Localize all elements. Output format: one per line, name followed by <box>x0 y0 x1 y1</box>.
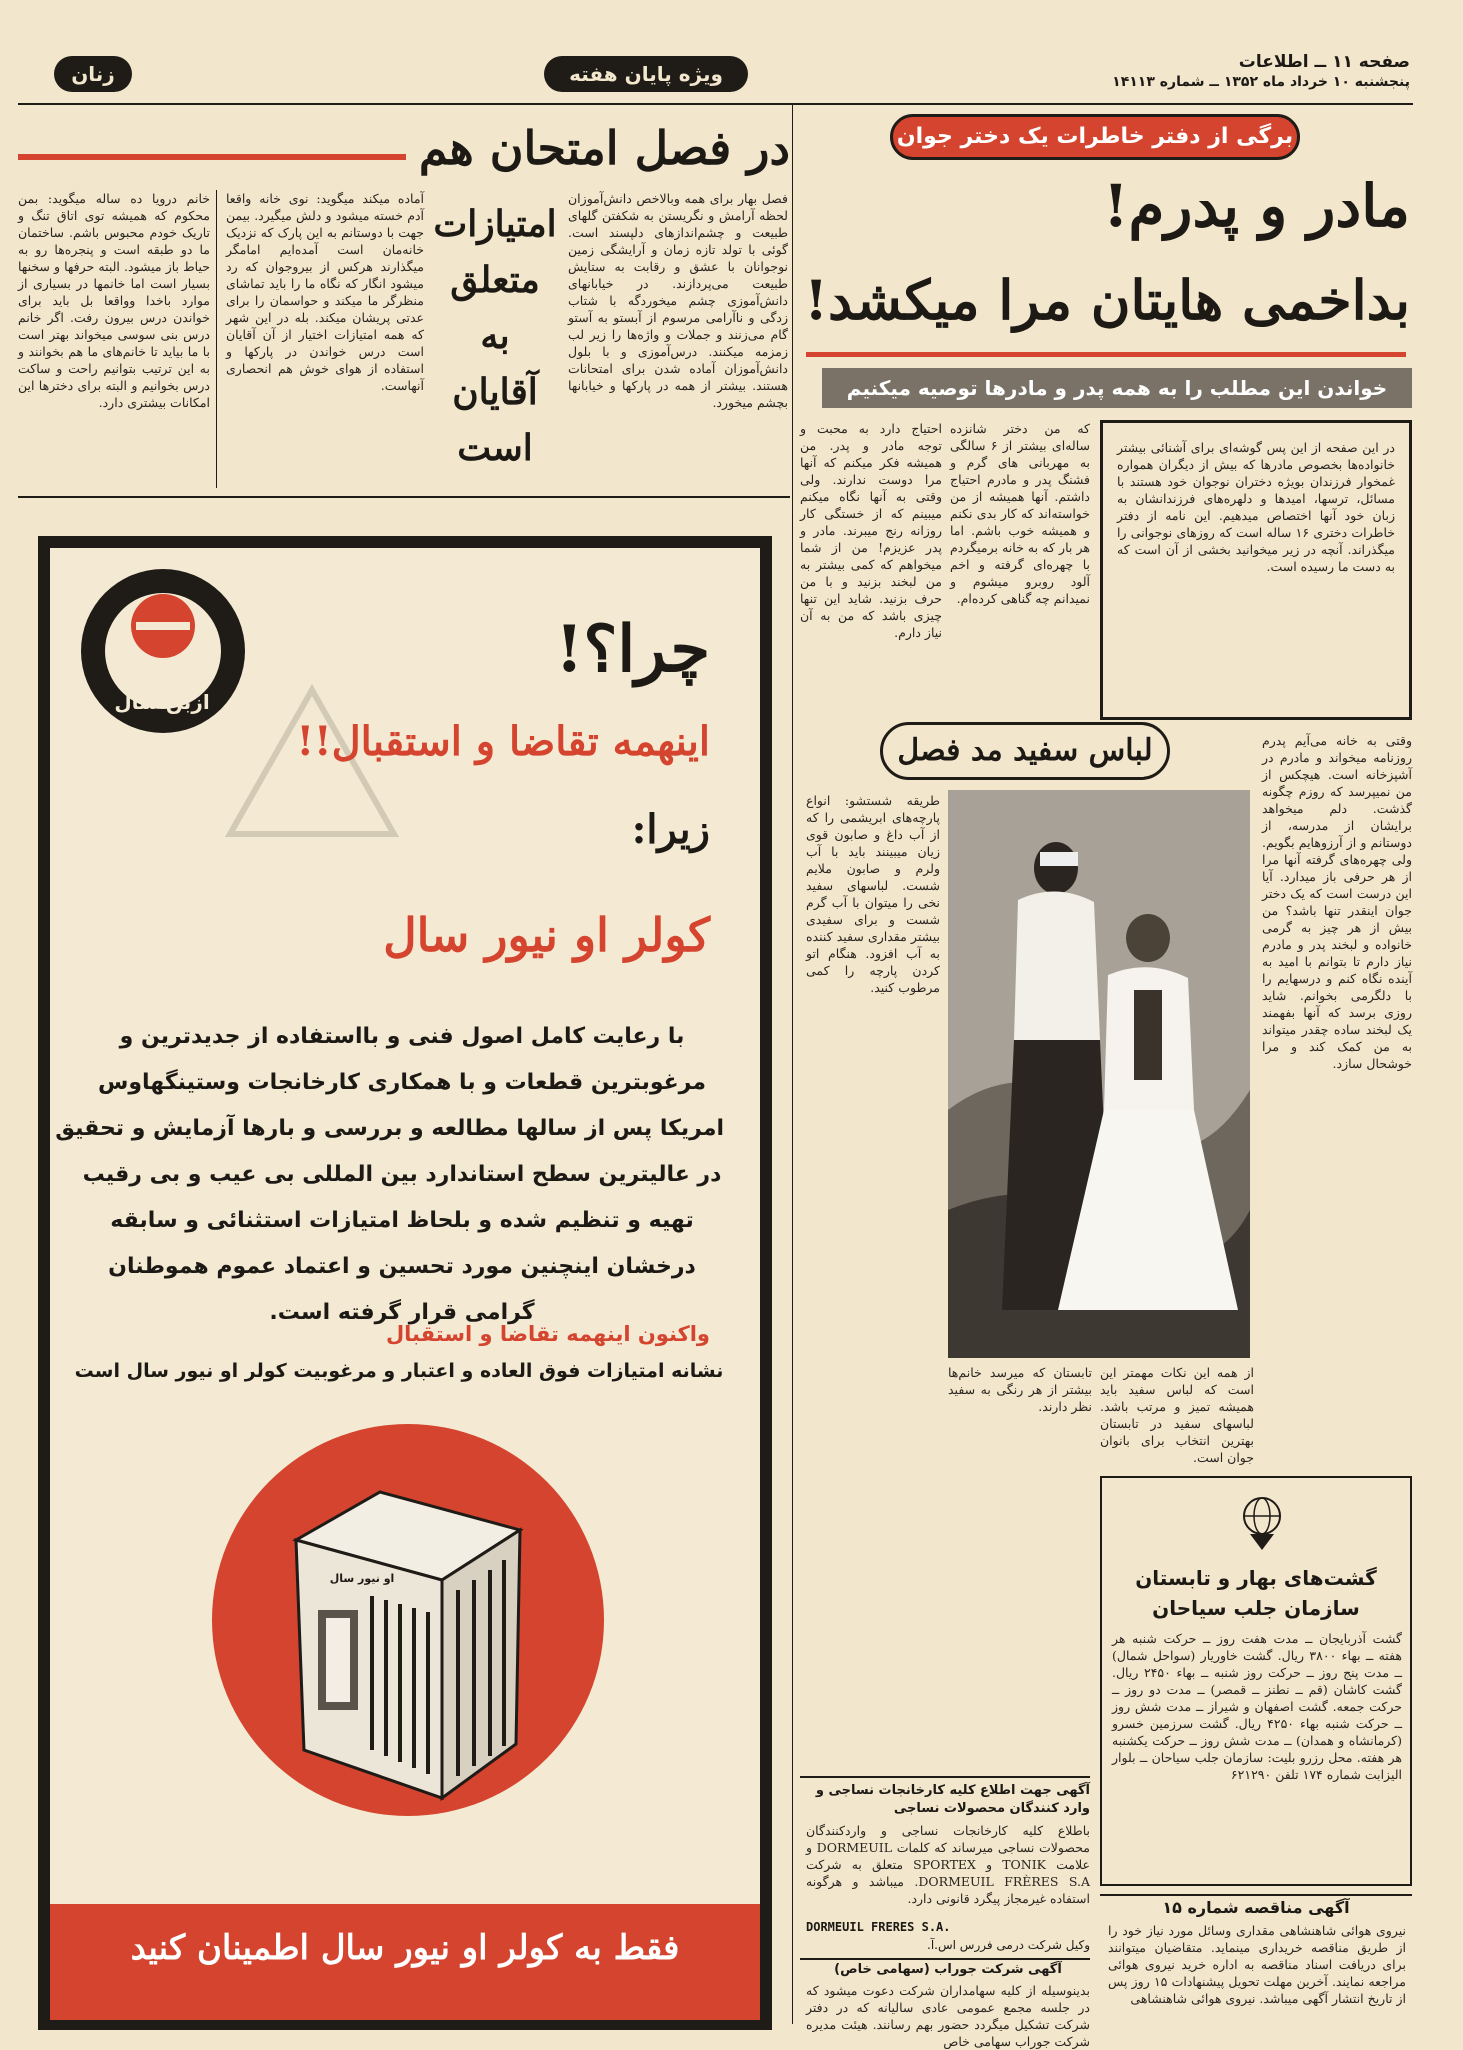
tender-notice-title: آگهی مناقصه شماره ۱۵ <box>1162 1898 1350 1917</box>
jorab-rule-top <box>800 1958 1090 1960</box>
brand-seal-text: ازبن سال <box>114 690 210 714</box>
jorab-notice-body: بدینوسیله از کلیه سهامداران شرکت دعوت میشود که در جلسه مجمع عمومی عادی سالیانه که در دفتر شرکت تشکیل میگردد حضور بهم رسانند. هیئت مدیره شرکت جوراب سهامی خاص <box>806 1983 1090 2049</box>
cooler-body-line-6: درخشان اینچنین مورد تحسین و اعتماد عموم هموطنان <box>108 1254 696 1279</box>
section-label-badge: زنان <box>54 56 132 92</box>
exam-bottom-rule <box>18 496 790 498</box>
dress-col-c: از همه این نکات مهمتر این است که لباس سفید باید همیشه تمیز و مرتب باشد. لباسهای سفید در تابستان بهترین انتخاب برای بانوان جوان است. <box>1100 1365 1254 1465</box>
exam-col-2: آماده میکند میگوید: نوی خانه واقعا آدم خسته میشود و دلش میگیرد. بیمن جهت با دوستانم به این پارک که نزدیک خانه‌مان است آمده‌ایم امامگر میگذارند هرکس از بیروجوان که رد میشود انگار که نگاه ما را باید تماشای منظرگر ما میکند و حواسمان را برای عدتی پریشان میکند. بله در این شهر که همه امتیازات اختیار از آن آقایان است درس خواندن در پارکها و استفاده از هوای خوش هم انحصاری آنهاست. <box>226 191 424 393</box>
letter-col-a: که من دختر شانزده ساله‌ای بیشتر از ۶ سالگی به مهربانی های گرم و فشنگ پدر و مادرم احتیاج داشتم. آنها همیشه از من خواسته‌اند که کار بدی نکنم و همیشه خوب باشم. اما هر بار که به خانه برمیگردم با چهره‌ای گرفته و اخم آلود روبرو میشوم و نمیدانم چه گناهی کرده‌ام. <box>950 421 1090 606</box>
dress-photo <box>948 790 1250 1358</box>
letter-headline-rule <box>806 352 1406 357</box>
dress-col-a: طریقه شستشو: انواع پارچه‌های ابریشمی را که از آب داغ و صابون قوی زیان میبینند باید با آب ولرم و صابون ملایم شست. لباسهای سفید نخی را میتوان با آب گرم شست و برای سفیدی بیشتر مقداری سفید کننده به آب افزود. هنگام اتو کردن پارچه را کمی مرطوب کنید. <box>806 793 940 995</box>
cooler-because: زیرا: <box>631 806 710 853</box>
cooler-illustration <box>208 1420 608 1820</box>
textile-notice-body: باطلاع کلیه کارخانجات نساجی و واردکنندگان محصولات نساجی میرساند که کلمات DORMEUIL و علامت TONIK و SPORTEX متعلق به شرکت DORMEUIL FRÈRES S.A. میباشد و هرگونه استفاده غیرمجاز پیگرد قانونی دارد. <box>806 1823 1090 1906</box>
letter-tag: برگی از دفتر خاطرات یک دختر جوان <box>890 114 1300 160</box>
exam-side-headline <box>430 196 560 476</box>
cooler-line-1: اینهمه تقاضا و استقبال!! <box>296 718 710 765</box>
letter-headline-1: مادر و پدرم! <box>1103 172 1410 240</box>
cooler-sign: نشانه امتیازات فوق العاده و اعتبار و مرغوبیت کولر او نیور سال است <box>74 1360 724 1382</box>
exam-col-1: فصل بهار برای همه وبالاخص دانش‌آموزان لحظه آرامش و نگریستن به شکفتن گلهای طبیعت و چشم‌اندازهای دلپسند است. گوئی با تولد تازه زمان و آرایشگی زمین نوجوانان با عشق و رقابت به ستایش طبیعت می‌پردازند. در خیابانهای دانش‌آموزی چشم میخوردگه با شتاب زدگی و ناآرامی مرسوم از آبستو به آستو گام می‌زنند و جملات و واژه‌ها را زیر لب زمزمه میکنند. درس‌آموزی و با بلول دانش‌آموزان آماده شدن برای امتحانات هستند. بیشتر از همه در پارکها و خیابانها بچشم میخورد. <box>568 191 788 410</box>
cooler-body-line-1: با رعایت کامل اصول فنی و بااستفاده از جدیدترین و <box>119 1024 685 1049</box>
dress-article-title: لباس سفید مد فصل <box>880 722 1170 780</box>
exam-side-line-5: است <box>457 427 533 469</box>
header-rule <box>18 103 1413 105</box>
cooler-body-line-4: در عالیترین سطح استاندارد بین المللی بی عیب و بی رقیب <box>82 1162 722 1187</box>
exam-side-line-1: امتیازات <box>433 203 557 245</box>
exam-title-rule <box>18 154 406 160</box>
exam-col-divider <box>216 190 217 488</box>
page-info: صفحه ۱۱ ــ اطلاعات <box>1238 52 1410 72</box>
center-column-divider <box>792 104 793 2024</box>
exam-article-title: در فصل امتحان هم <box>418 121 790 175</box>
cooler-body-line-7: گرامی قرار گرفته است. <box>269 1300 535 1325</box>
jorab-notice-title: آگهی شرکت جوراب (سهامی خاص) <box>834 1962 1062 1977</box>
cooler-footer: فقط به کولر او نیور سال اطمینان کنید <box>130 1928 680 1968</box>
letter-col-c: وقتی به خانه می‌آیم پدرم روزنامه میخواند و مادرم در آشپزخانه است. هیچکس از من نمیپرسد که روزم چگونه گذشت. دلم میخواهد برایشان از مدرسه، از دوستانم و از آرزوهایم بگویم. ولی چهره‌های گرفته آنها مرا از هر حرفی باز میدارد. آیا این درست است که یک دختر جوان اینقدر تنها باشد؟ من بیش از هر چیز به گرمی خانواده و لبخند پدر و مادرم نیاز دارم تا بتوانم با امید به آینده نگاه کنم و درسهایم را با دلگرمی بخوانم. شاید روزی برسد که آنها بفهمند یک لبخند ساده چقدر میتواند به من کمک کند و مرا خوشحال سازد. <box>1262 733 1412 1071</box>
date-info: پنجشنبه ۱۰ خرداد ماه ۱۳۵۲ ــ شماره ۱۴۱۱۳ <box>1112 74 1410 90</box>
exam-side-line-3: به <box>480 315 510 357</box>
textile-latin-2: DORMEUIL FRERES S.A. <box>806 1920 951 1934</box>
cooler-body-line-5: تهیه و تنظیم شده و بلحاظ امتیازات استثنائی و سابقه <box>110 1208 694 1233</box>
tour-ad-title-2: سازمان جلب سیاحان <box>1152 1596 1360 1620</box>
cooler-device-label: او نیور سال <box>329 1572 395 1585</box>
cooler-body-line-3: امریکا پس از سالها مطالعه و بررسی و بارها آزمایش و تحقیق <box>55 1116 724 1141</box>
dress-photo-image <box>948 790 1250 1358</box>
tour-ad-body: گشت آذربایجان ــ مدت هفت روز ــ حرکت شنبه هر هفته ــ بهاء ۳۸۰۰ ریال. گشت خاوریار (سواحل شمال) ــ مدت پنج روز ــ حرکت روز شنبه ــ بهاء ۲۴۵۰ ریال. گشت کاشان (قم ــ نطنز ــ قمصر) ــ مدت دو روز ــ حرکت جمعه. گشت اصفهان و شیراز ــ مدت شش روز ــ حرکت شنبه بهاء ۴۲۵۰ ریال. گشت سرزمین خسرو (کرمانشاه و همدان) ــ مدت شش روز ــ حرکت یکشنبه هر هفته. محل رزرو بلیت: سازمان جلب سیاحان ــ بلوار الیزابت شماره ۱۷۴ تلفن ۶۲۱۲۹۰ <box>1112 1631 1403 1782</box>
textile-rule-top <box>800 1776 1090 1778</box>
weekend-special-badge: ویژه پایان هفته <box>544 56 748 92</box>
letter-col-b: احتیاج دارد به محبت و توجه مادر و پدر. من همیشه فکر میکنم که آنها مرا دوست ندارند. ولی وقتی به آنها نگاه میکنم میبینم که از خستگی کار روزانه رنج میبرند. مادر و پدر عزیزم! من از شما میخواهم که کمی بیشتر به من لبخند بزنید و با من حرف بزنید. شاید این تنها چیزی باشد که من به آن نیاز دارم. <box>800 421 942 640</box>
exam-col-3: خانم درویا ده ساله میگوید: بمن محکوم که همیشه توی اتاق تنگ و تاریک خودم محبوس باشم. ساختمان ما دو طبقه است و پنجره‌ها رو به حیاط باز میشود. البته حرفها و سخنها بسیار است اما خانمها در بسیاری از موارد باخدا وواقعا بل باید برای خواندن درس بیرون رفت. اگر خانم درس بنی سوسی میخواند بهتر است با ما بیاید تا خانم‌های ما هم بخوانند و به این ترتیب بتوانیم راحت و ساکت درس بخوانیم و البته برای دخترها این امکانات بیشتری دارد. <box>18 191 210 410</box>
globe-icon <box>1240 1494 1284 1552</box>
letter-subhead: خواندن این مطلب را به همه پدر و مادرها توصیه میکنیم <box>822 368 1412 408</box>
cooler-question: چرا؟! <box>555 612 710 687</box>
letter-intro-box: در این صفحه از این پس گوشه‌ای برای آشنائی بیشتر خانواده‌ها بخصوص مادرها که بیش از دیگران همواره غمخوار فرزندان بویژه دختران نوجوان خود هستند با مسائل، ترسها، امیدها و دلهره‌های فرزندانشان به زبان خود آنها اختصاص میدهیم. این نامه از دفتر خاطرات دختری ۱۶ ساله است که روزهای نوجوانی را میگذراند. آنچه در زیر میخوانید بخشی از آن است که به دست ما رسیده است. <box>1100 420 1412 720</box>
cooler-body <box>55 1014 724 1336</box>
cooler-now: واکنون اینهمه تقاضا و استقبال <box>385 1322 710 1346</box>
textile-notice-title: آگهی جهت اطلاع کلیه کارخانجات نساجی و وارد کنندگان محصولات نساجی <box>815 1783 1090 1816</box>
tour-ad-title-1: گشت‌های بهار و تابستان <box>1135 1566 1377 1590</box>
exam-side-line-4: آقایان <box>452 371 538 413</box>
letter-headline-2: بداخمی هایتان مرا میکشد! <box>804 268 1410 332</box>
tender-notice-body: نیروی هوائی شاهنشاهی مقداری وسائل مورد نیاز خود را از طریق مناقصه خریداری مینماید. متقاضیان میتوانند برای دریافت اسناد مناقصه به اداره خرید نیروی هوائی مراجعه نمایند. آخرین مهلت تحویل پیشنهادات ۱۵ روز پس از تاریخ انتشار آگهی میباشد. نیروی هوائی شاهنشاهی <box>1108 1923 1406 2006</box>
exam-side-line-2: متعلق <box>450 259 540 301</box>
tender-rule-top <box>1100 1894 1412 1896</box>
dress-caption: تابستان که میرسد خانم‌ها بیشتر از هر رنگی به سفید نظر دارند. <box>948 1365 1092 1414</box>
textile-contact: وکیل شرکت درمی فررس اس.آ. <box>927 1938 1090 1952</box>
cooler-body-line-2: مرغوبترین قطعات و با همکاری کارخانجات وستینگهاوس <box>98 1070 706 1095</box>
cooler-brand: کولر او نیور سال <box>383 908 710 962</box>
